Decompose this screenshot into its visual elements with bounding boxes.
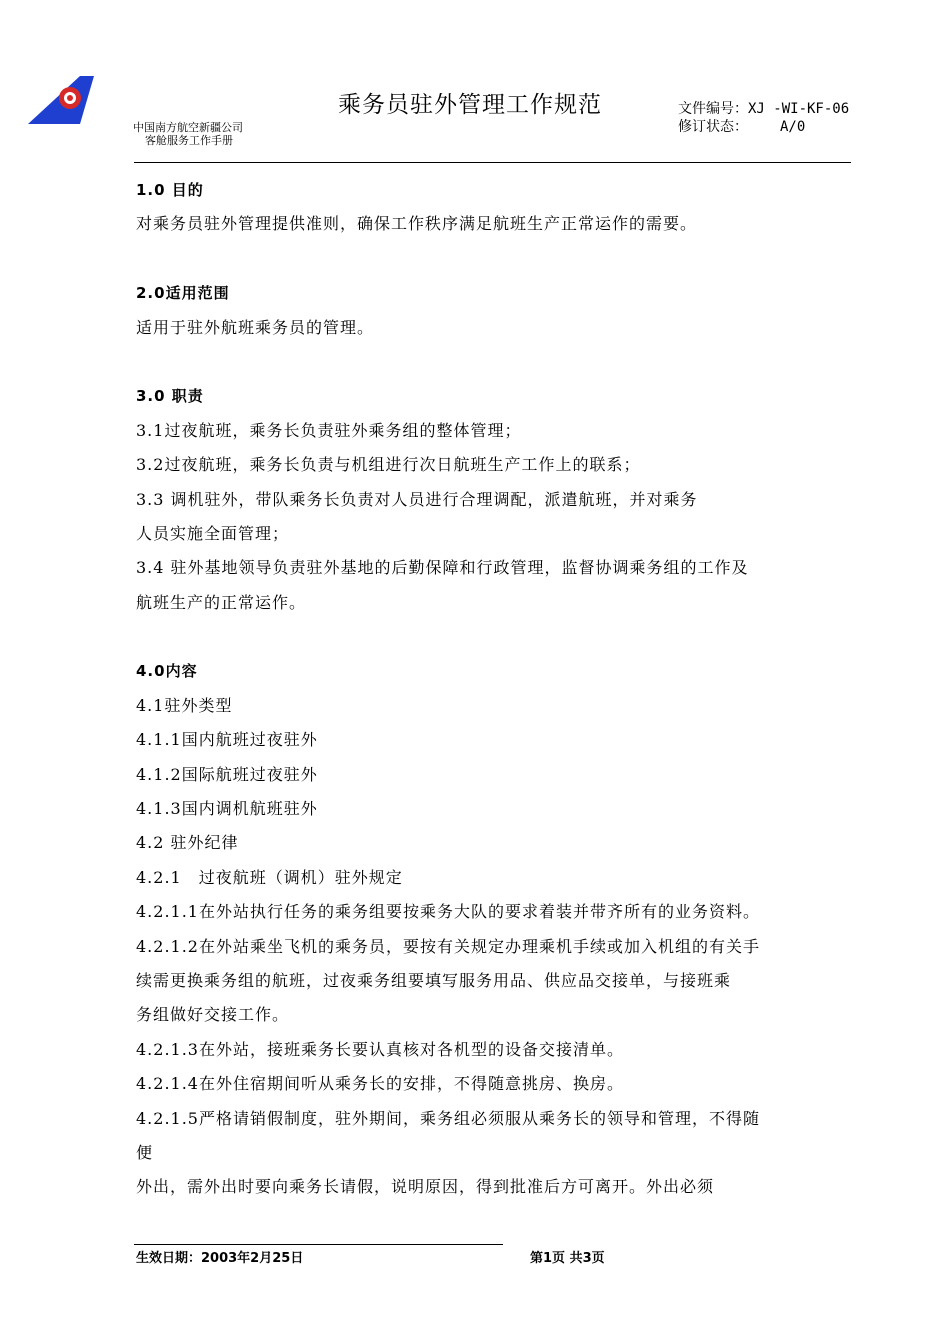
paragraph: 适用于驻外航班乘务员的管理。 xyxy=(136,317,375,337)
effective-date: 生效日期：2003年2月25日 xyxy=(136,1251,304,1266)
paragraph: 人员实施全面管理； xyxy=(136,523,290,543)
document-meta xyxy=(678,100,849,136)
paragraph: 4.1.2国际航班过夜驻外 xyxy=(136,764,318,784)
paragraph: 便 xyxy=(136,1142,154,1162)
header-divider xyxy=(134,162,851,163)
paragraph: 4.2.1 过夜航班（调机）驻外规定 xyxy=(136,867,403,887)
paragraph: 3.2过夜航班，乘务长负责与机组进行次日航班生产工作上的联系； xyxy=(136,455,641,475)
doc-number-value: XJ -WI-KF-06 xyxy=(748,101,850,117)
section-heading: 2.0适用范围 xyxy=(136,284,230,303)
page-info: 第1页 共3页 xyxy=(530,1251,605,1266)
paragraph: 3.1过夜航班，乘务长负责驻外乘务组的整体管理； xyxy=(136,420,522,440)
footer-divider xyxy=(134,1244,503,1245)
paragraph: 4.1.3国内调机航班驻外 xyxy=(136,799,318,819)
revision-label: 修订状态： xyxy=(678,119,748,135)
paragraph: 外出，需外出时要向乘务长请假，说明原因，得到批准后方可离开。外出必须 xyxy=(136,1177,715,1197)
company-logo xyxy=(28,76,94,124)
paragraph: 4.2.1.4在外住宿期间听从乘务长的安排，不得随意挑房、换房。 xyxy=(136,1074,624,1094)
airline-logo-icon xyxy=(28,76,94,124)
paragraph: 航班生产的正常运作。 xyxy=(136,592,307,612)
paragraph: 3.4 驻外基地领导负责驻外基地的后勤保障和行政管理，监督协调乘务组的工作及 xyxy=(136,558,749,578)
paragraph: 4.1.1国内航班过夜驻外 xyxy=(136,730,318,750)
revision-value: A/0 xyxy=(780,119,806,135)
company-line-2: 客舱服务工作手册 xyxy=(145,134,233,147)
paragraph: 务组做好交接工作。 xyxy=(136,1005,290,1025)
doc-number-label: 文件编号： xyxy=(678,101,748,117)
section-heading: 1.0 目的 xyxy=(136,181,204,199)
paragraph: 4.2.1.2在外站乘坐飞机的乘务员，要按有关规定办理乘机手续或加入机组的有关手 xyxy=(136,936,760,956)
paragraph: 4.2 驻外纪律 xyxy=(136,833,239,853)
paragraph: 4.2.1.5严格请销假制度，驻外期间，乘务组必须服从乘务长的领导和管理，不得随 xyxy=(136,1108,760,1128)
revision-row xyxy=(678,118,849,136)
document-title: 乘务员驻外管理工作规范 xyxy=(338,92,602,118)
paragraph: 4.2.1.1在外站执行任务的乘务组要按乘务大队的要求着装并带齐所有的业务资料。 xyxy=(136,902,760,922)
section-heading: 3.0 职责 xyxy=(136,387,204,406)
paragraph: 4.2.1.3在外站，接班乘务长要认真核对各机型的设备交接清单。 xyxy=(136,1039,624,1059)
company-line-1: 中国南方航空新疆公司 xyxy=(133,121,243,134)
paragraph: 续需更换乘务组的航班，过夜乘务组要填写服务用品、供应品交接单，与接班乘 xyxy=(136,970,732,990)
company-name xyxy=(133,121,243,147)
document-body xyxy=(136,173,856,1205)
doc-number-row xyxy=(678,100,849,118)
paragraph: 对乘务员驻外管理提供准则，确保工作秩序满足航班生产正常运作的需要。 xyxy=(136,214,698,234)
paragraph: 4.1驻外类型 xyxy=(136,695,233,715)
section-heading: 4.0内容 xyxy=(136,662,198,681)
paragraph: 3.3 调机驻外，带队乘务长负责对人员进行合理调配，派遣航班，并对乘务 xyxy=(136,489,698,509)
